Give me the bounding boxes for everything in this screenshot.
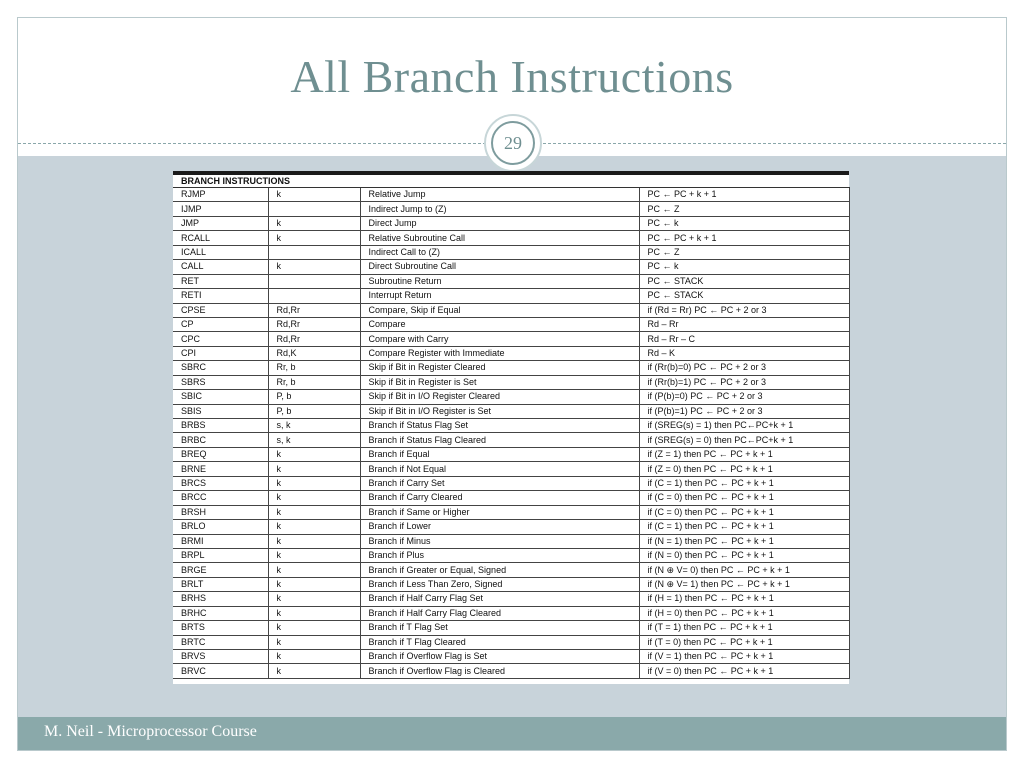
- table-row: [173, 289, 849, 303]
- table-row: [173, 592, 849, 606]
- table-row: [173, 303, 849, 317]
- table-row: [173, 375, 849, 389]
- cell-mnemonic: RJMP: [173, 188, 268, 202]
- table-header: BRANCH INSTRUCTIONS: [173, 175, 849, 188]
- cell-operands: k: [268, 548, 360, 562]
- cell-operation: PC ← PC + k + 1: [639, 188, 849, 202]
- cell-mnemonic: BRPL: [173, 548, 268, 562]
- cell-operation: if (SREG(s) = 1) then PC←PC+k + 1: [639, 419, 849, 433]
- cell-description: Branch if Less Than Zero, Signed: [360, 577, 639, 591]
- cell-mnemonic: BRLT: [173, 577, 268, 591]
- cell-description: Branch if Greater or Equal, Signed: [360, 563, 639, 577]
- cell-description: Branch if Overflow Flag is Set: [360, 650, 639, 664]
- cell-operands: Rd,Rr: [268, 303, 360, 317]
- table-body: [173, 188, 849, 679]
- cell-mnemonic: BRCC: [173, 491, 268, 505]
- cell-description: Compare Register with Immediate: [360, 346, 639, 360]
- cell-description: Relative Subroutine Call: [360, 231, 639, 245]
- cell-operands: k: [268, 260, 360, 274]
- cell-mnemonic: JMP: [173, 216, 268, 230]
- table-row: [173, 260, 849, 274]
- cell-operation: Rd – K: [639, 346, 849, 360]
- table-row: [173, 231, 849, 245]
- cell-mnemonic: BRHS: [173, 592, 268, 606]
- cell-operation: if (H = 1) then PC ← PC + k + 1: [639, 592, 849, 606]
- cell-mnemonic: IJMP: [173, 202, 268, 216]
- footer-text: M. Neil - Microprocessor Course: [44, 723, 257, 740]
- cell-operands: k: [268, 650, 360, 664]
- cell-mnemonic: BRBC: [173, 433, 268, 447]
- cell-operation: if (Rd = Rr) PC ← PC + 2 or 3: [639, 303, 849, 317]
- cell-mnemonic: RETI: [173, 289, 268, 303]
- cell-description: Indirect Call to (Z): [360, 245, 639, 259]
- cell-mnemonic: SBIS: [173, 404, 268, 418]
- cell-mnemonic: BRLO: [173, 520, 268, 534]
- cell-operation: if (C = 1) then PC ← PC + k + 1: [639, 520, 849, 534]
- table-row: [173, 664, 849, 678]
- table-row: [173, 433, 849, 447]
- cell-description: Branch if Same or Higher: [360, 505, 639, 519]
- cell-description: Skip if Bit in Register Cleared: [360, 361, 639, 375]
- table-row: [173, 447, 849, 461]
- cell-operation: PC ← Z: [639, 202, 849, 216]
- footer-bar: [18, 717, 1006, 750]
- table-row: [173, 635, 849, 649]
- slide-number-badge: [484, 114, 542, 172]
- cell-operands: Rd,K: [268, 346, 360, 360]
- cell-description: Branch if Equal: [360, 447, 639, 461]
- cell-description: Direct Jump: [360, 216, 639, 230]
- cell-mnemonic: CP: [173, 317, 268, 331]
- cell-operands: k: [268, 592, 360, 606]
- cell-operation: if (SREG(s) = 0) then PC←PC+k + 1: [639, 433, 849, 447]
- cell-mnemonic: BRGE: [173, 563, 268, 577]
- cell-description: Branch if Lower: [360, 520, 639, 534]
- cell-mnemonic: BRCS: [173, 476, 268, 490]
- cell-operands: k: [268, 606, 360, 620]
- table-row: [173, 332, 849, 346]
- cell-mnemonic: SBRC: [173, 361, 268, 375]
- cell-description: Branch if Not Equal: [360, 462, 639, 476]
- cell-operation: if (T = 1) then PC ← PC + k + 1: [639, 621, 849, 635]
- cell-operation: if (N = 1) then PC ← PC + k + 1: [639, 534, 849, 548]
- cell-operands: s, k: [268, 433, 360, 447]
- table-row: [173, 650, 849, 664]
- cell-description: Branch if T Flag Cleared: [360, 635, 639, 649]
- cell-operation: if (N = 0) then PC ← PC + k + 1: [639, 548, 849, 562]
- cell-description: Branch if Plus: [360, 548, 639, 562]
- cell-mnemonic: BRBS: [173, 419, 268, 433]
- table-row: [173, 621, 849, 635]
- cell-mnemonic: BRVC: [173, 664, 268, 678]
- cell-description: Compare with Carry: [360, 332, 639, 346]
- cell-operation: if (Rr(b)=0) PC ← PC + 2 or 3: [639, 361, 849, 375]
- cell-description: Compare: [360, 317, 639, 331]
- cell-mnemonic: SBIC: [173, 390, 268, 404]
- cell-operands: k: [268, 216, 360, 230]
- table-row: [173, 520, 849, 534]
- table-header-row: [173, 175, 849, 188]
- cell-operation: if (C = 0) then PC ← PC + k + 1: [639, 505, 849, 519]
- table-row: [173, 476, 849, 490]
- cell-mnemonic: BRNE: [173, 462, 268, 476]
- cell-operands: [268, 289, 360, 303]
- cell-operands: k: [268, 505, 360, 519]
- table-row: [173, 577, 849, 591]
- cell-operation: PC ← STACK: [639, 274, 849, 288]
- cell-operands: k: [268, 231, 360, 245]
- cell-description: Branch if Carry Cleared: [360, 491, 639, 505]
- cell-mnemonic: BRSH: [173, 505, 268, 519]
- cell-operands: k: [268, 447, 360, 461]
- cell-mnemonic: CALL: [173, 260, 268, 274]
- table-row: [173, 361, 849, 375]
- cell-operation: PC ← PC + k + 1: [639, 231, 849, 245]
- cell-operands: Rr, b: [268, 375, 360, 389]
- cell-operands: Rd,Rr: [268, 332, 360, 346]
- slide-number: 29: [491, 121, 535, 165]
- cell-description: Branch if Half Carry Flag Cleared: [360, 606, 639, 620]
- cell-operation: Rd – Rr: [639, 317, 849, 331]
- table-row: [173, 606, 849, 620]
- cell-description: Direct Subroutine Call: [360, 260, 639, 274]
- cell-mnemonic: ICALL: [173, 245, 268, 259]
- cell-operation: PC ← k: [639, 216, 849, 230]
- cell-operands: k: [268, 476, 360, 490]
- table-row: [173, 390, 849, 404]
- table-row: [173, 462, 849, 476]
- branch-instructions-table: [173, 171, 849, 684]
- cell-description: Branch if Status Flag Set: [360, 419, 639, 433]
- table-row: [173, 419, 849, 433]
- table-row: [173, 188, 849, 202]
- cell-operation: if (Z = 1) then PC ← PC + k + 1: [639, 447, 849, 461]
- cell-operands: P, b: [268, 404, 360, 418]
- cell-mnemonic: RET: [173, 274, 268, 288]
- cell-operands: k: [268, 563, 360, 577]
- cell-mnemonic: CPC: [173, 332, 268, 346]
- cell-mnemonic: BRTS: [173, 621, 268, 635]
- cell-operands: [268, 245, 360, 259]
- instructions-table: [173, 175, 850, 679]
- cell-operation: if (V = 0) then PC ← PC + k + 1: [639, 664, 849, 678]
- table-row: [173, 491, 849, 505]
- cell-description: Branch if Minus: [360, 534, 639, 548]
- cell-operation: if (H = 0) then PC ← PC + k + 1: [639, 606, 849, 620]
- table-row: [173, 317, 849, 331]
- cell-mnemonic: SBRS: [173, 375, 268, 389]
- cell-operands: k: [268, 188, 360, 202]
- cell-operands: Rd,Rr: [268, 317, 360, 331]
- table-row: [173, 534, 849, 548]
- table-row: [173, 245, 849, 259]
- cell-operation: if (N ⊕ V= 1) then PC ← PC + k + 1: [639, 577, 849, 591]
- table-row: [173, 346, 849, 360]
- cell-operation: if (N ⊕ V= 0) then PC ← PC + k + 1: [639, 563, 849, 577]
- cell-description: Subroutine Return: [360, 274, 639, 288]
- cell-operation: if (P(b)=0) PC ← PC + 2 or 3: [639, 390, 849, 404]
- cell-operands: k: [268, 664, 360, 678]
- cell-description: Skip if Bit in I/O Register is Set: [360, 404, 639, 418]
- cell-operation: if (C = 1) then PC ← PC + k + 1: [639, 476, 849, 490]
- cell-operation: if (Z = 0) then PC ← PC + k + 1: [639, 462, 849, 476]
- cell-operands: k: [268, 520, 360, 534]
- cell-operation: PC ← k: [639, 260, 849, 274]
- cell-mnemonic: BRMI: [173, 534, 268, 548]
- cell-mnemonic: RCALL: [173, 231, 268, 245]
- cell-operands: Rr, b: [268, 361, 360, 375]
- cell-operands: s, k: [268, 419, 360, 433]
- cell-operands: P, b: [268, 390, 360, 404]
- cell-operation: if (V = 1) then PC ← PC + k + 1: [639, 650, 849, 664]
- cell-description: Relative Jump: [360, 188, 639, 202]
- cell-operation: if (P(b)=1) PC ← PC + 2 or 3: [639, 404, 849, 418]
- cell-operation: if (C = 0) then PC ← PC + k + 1: [639, 491, 849, 505]
- table-row: [173, 505, 849, 519]
- table-row: [173, 404, 849, 418]
- table-row: [173, 563, 849, 577]
- cell-operands: k: [268, 577, 360, 591]
- cell-operands: [268, 202, 360, 216]
- table-row: [173, 216, 849, 230]
- table-row: [173, 274, 849, 288]
- cell-operation: PC ← STACK: [639, 289, 849, 303]
- cell-operands: k: [268, 621, 360, 635]
- cell-operation: Rd – Rr – C: [639, 332, 849, 346]
- cell-operands: k: [268, 491, 360, 505]
- cell-operation: PC ← Z: [639, 245, 849, 259]
- cell-description: Branch if Overflow Flag is Cleared: [360, 664, 639, 678]
- cell-mnemonic: BRVS: [173, 650, 268, 664]
- slide-title: All Branch Instructions: [290, 51, 734, 102]
- cell-mnemonic: CPI: [173, 346, 268, 360]
- cell-operation: if (T = 0) then PC ← PC + k + 1: [639, 635, 849, 649]
- cell-mnemonic: BRTC: [173, 635, 268, 649]
- cell-mnemonic: CPSE: [173, 303, 268, 317]
- cell-description: Branch if Status Flag Cleared: [360, 433, 639, 447]
- cell-description: Branch if Half Carry Flag Set: [360, 592, 639, 606]
- table-row: [173, 548, 849, 562]
- cell-description: Skip if Bit in I/O Register Cleared: [360, 390, 639, 404]
- table-row: [173, 202, 849, 216]
- cell-operands: [268, 274, 360, 288]
- cell-mnemonic: BREQ: [173, 447, 268, 461]
- cell-operands: k: [268, 534, 360, 548]
- cell-mnemonic: BRHC: [173, 606, 268, 620]
- cell-description: Interrupt Return: [360, 289, 639, 303]
- cell-operands: k: [268, 462, 360, 476]
- cell-description: Branch if T Flag Set: [360, 621, 639, 635]
- cell-description: Compare, Skip if Equal: [360, 303, 639, 317]
- cell-operation: if (Rr(b)=1) PC ← PC + 2 or 3: [639, 375, 849, 389]
- cell-operands: k: [268, 635, 360, 649]
- cell-description: Skip if Bit in Register is Set: [360, 375, 639, 389]
- cell-description: Indirect Jump to (Z): [360, 202, 639, 216]
- cell-description: Branch if Carry Set: [360, 476, 639, 490]
